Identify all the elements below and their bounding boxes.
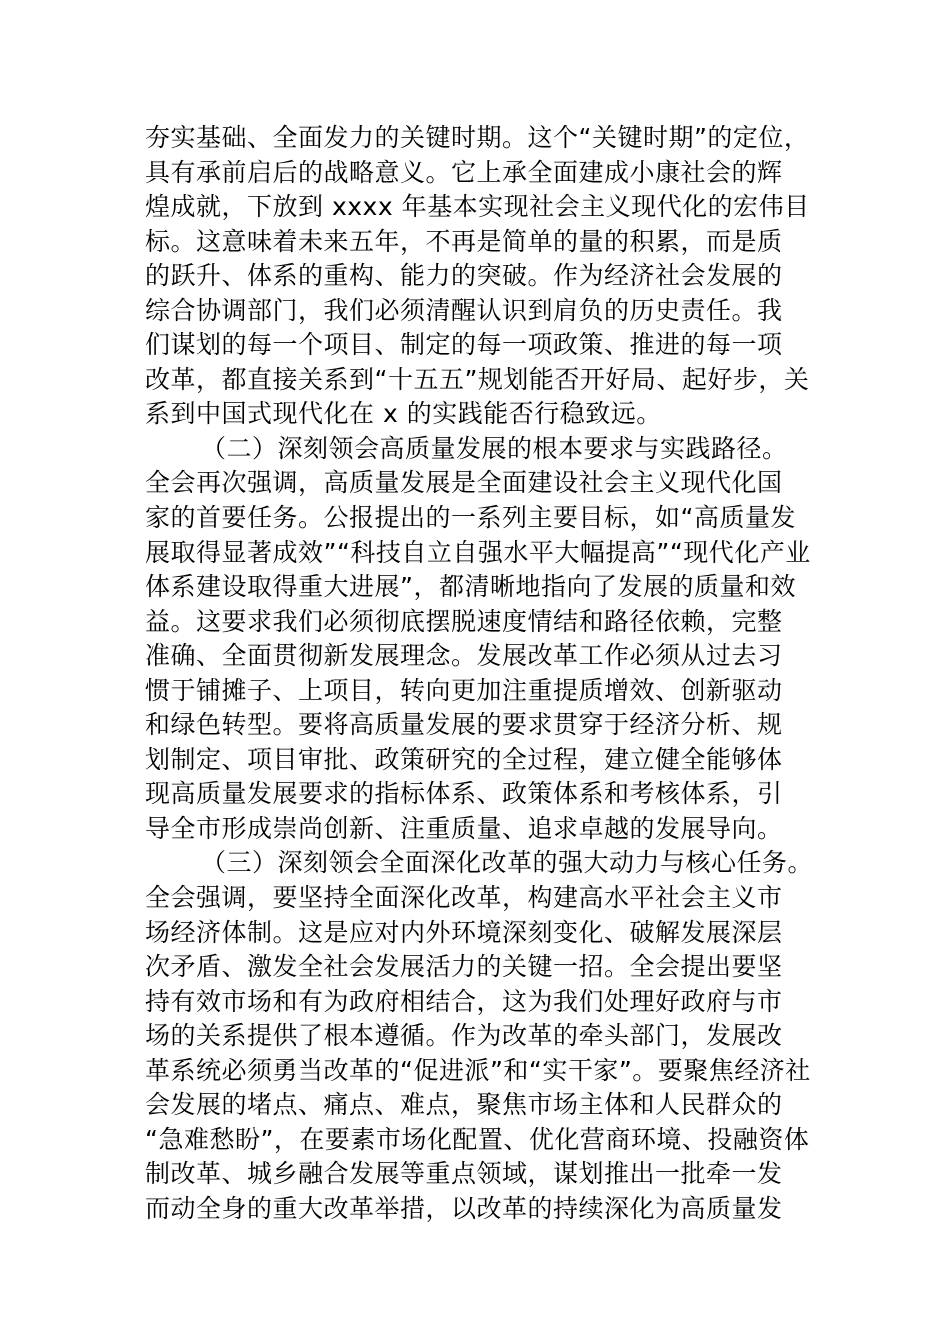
document-body	[145, 121, 845, 1227]
text-line: 现高质量发展要求的指标体系、政策体系和考核体系，引	[145, 779, 783, 809]
text-line: 标。这意味着未来五年，不再是简单的量的积累，而是质	[145, 226, 783, 256]
text-line: 准确、全面贯彻新发展理念。发展改革工作必须从过去习	[145, 641, 783, 671]
text-line: 体系建设取得重大进展”，都清晰地指向了发展的质量和效	[145, 572, 796, 602]
text-line: 综合协调部门，我们必须清醒认识到肩负的历史责任。我	[145, 295, 783, 325]
text-line: 划制定、项目审批、政策研究的全过程，建立健全能够体	[145, 744, 783, 774]
text-line: 改革，都直接关系到“十五五”规划能否开好局、起好步，关	[145, 364, 810, 394]
section-heading-2: （二）深刻领会高质量发展的根本要求与实践路径。	[201, 433, 788, 463]
text-line: 全会再次强调，高质量发展是全面建设社会主义现代化国	[145, 468, 783, 498]
text-line: 煌成就，下放到 xxxx 年基本实现社会主义现代化的宏伟目	[145, 192, 810, 222]
text-line: 持有效市场和有为政府相结合，这为我们处理好政府与市	[145, 986, 783, 1016]
text-line: 导全市形成崇尚创新、注重质量、追求卓越的发展导向。	[145, 813, 783, 843]
text-line: 次矛盾、激发全社会发展活力的关键一招。全会提出要坚	[145, 952, 783, 982]
text-line: 场的关系提供了根本遵循。作为改革的牵头部门，发展改	[145, 1021, 783, 1051]
text-line: 惯于铺摊子、上项目，转向更加注重提质增效、创新驱动	[145, 675, 783, 705]
section-heading-3: （三）深刻领会全面深化改革的强大动力与核心任务。	[201, 848, 814, 878]
text-line: 的跃升、体系的重构、能力的突破。作为经济社会发展的	[145, 261, 783, 291]
text-line: “急难愁盼”，在要素市场化配置、优化营商环境、投融资体	[145, 1124, 810, 1154]
text-line: 全会强调，要坚持全面深化改革，构建高水平社会主义市	[145, 883, 783, 913]
text-line: 和绿色转型。要将高质量发展的要求贯穿于经济分析、规	[145, 710, 783, 740]
text-line: 夯实基础、全面发力的关键时期。这个“关键时期”的定位，	[145, 123, 810, 152]
text-line: 具有承前启后的战略意义。它上承全面建成小康社会的辉	[145, 157, 783, 187]
text-line: 们谋划的每一个项目、制定的每一项政策、推进的每一项	[145, 330, 783, 360]
text-line: 展取得显著成效”“科技自立自强水平大幅提高”“现代化产业	[145, 537, 811, 567]
text-line: 家的首要任务。公报提出的一系列主要目标，如“高质量发	[145, 503, 796, 533]
text-line: 会发展的堵点、痛点、难点，聚焦市场主体和人民群众的	[145, 1090, 783, 1120]
text-line: 而动全身的重大改革举措，以改革的持续深化为高质量发	[145, 1193, 783, 1223]
text-line: 场经济体制。这是应对内外环境深刻变化、破解发展深层	[145, 917, 783, 947]
text-line: 系到中国式现代化在 x 的实践能否行稳致远。	[145, 399, 662, 429]
text-line: 益。这要求我们必须彻底摆脱速度情结和路径依赖，完整	[145, 606, 783, 636]
text-line: 制改革、城乡融合发展等重点领域，谋划推出一批牵一发	[145, 1159, 783, 1189]
text-line: 革系统必须勇当改革的“促进派”和“实干家”。要聚焦经济社	[145, 1055, 811, 1085]
